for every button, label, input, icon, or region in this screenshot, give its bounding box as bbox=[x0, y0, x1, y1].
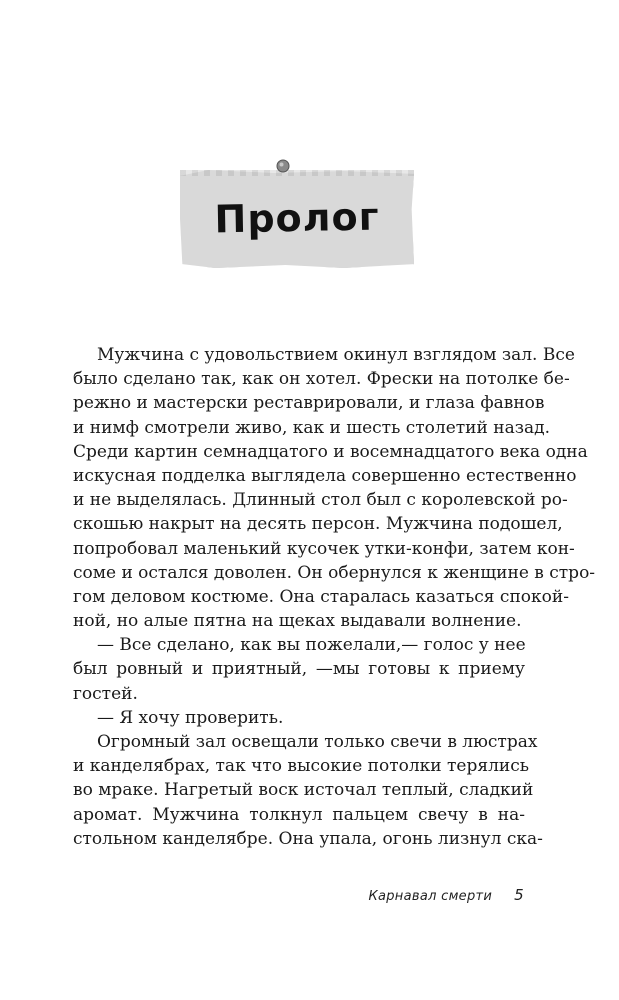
text-line: — Все сделано, как вы пожелали,— голос у нее bbox=[97, 635, 526, 656]
text-line: искусная подделка выглядела совершенно естественно bbox=[73, 465, 577, 486]
running-footer bbox=[0, 886, 524, 910]
text-line: гом деловом костюме. Она старалась казаться спокой- bbox=[73, 586, 569, 607]
text-line: стольном канделябре. Она упала, огонь лизнул ска- bbox=[73, 828, 543, 849]
text-line: и не выделялась. Длинный стол был с королевской ро- bbox=[73, 490, 568, 511]
text-line: был ровный и приятный, —мы готовы к приему bbox=[73, 659, 525, 680]
pushpin-icon bbox=[275, 158, 291, 174]
text-line: было сделано так, как он хотел. Фрески на потолке бе- bbox=[73, 369, 570, 390]
text-line: гостей. bbox=[73, 683, 138, 704]
body-text bbox=[73, 343, 596, 851]
text-line: аромат. Мужчина толкнул пальцем свечу в на- bbox=[73, 804, 525, 825]
text-line: Огромный зал освещали только свечи в люстрах bbox=[97, 732, 538, 752]
chapter-title: Пролог bbox=[214, 194, 380, 242]
footer-book-title: Карнавал смерти bbox=[368, 889, 493, 904]
text-line: — Я хочу проверить. bbox=[97, 707, 284, 728]
text-line: во мраке. Нагретый воск источал теплый, сладкий bbox=[73, 780, 534, 801]
text-line: попробовал маленький кусочек утки-конфи, затем кон- bbox=[73, 538, 575, 559]
text-line: и канделябрах, так что высокие потолки терялись bbox=[73, 756, 529, 777]
text-line: режно и мастерски реставрировали, и глаза фавнов bbox=[73, 393, 545, 414]
text-line: соме и остался доволен. Он обернулся к женщине в стро- bbox=[73, 562, 596, 583]
chapter-title-card bbox=[172, 150, 434, 285]
text-line: Среди картин семнадцатого и восемнадцатого века одна bbox=[73, 441, 588, 462]
text-line: ной, но алые пятна на щеках выдавали волнение. bbox=[73, 611, 522, 632]
text-line: скошью накрыт на десять персон. Мужчина подошел, bbox=[73, 514, 563, 535]
text-line: и нимф смотрели живо, как и шесть столетий назад. bbox=[73, 417, 550, 438]
note-paper-edge bbox=[180, 170, 414, 176]
text-line: Мужчина с удовольствием окинул взглядом зал. Все bbox=[97, 345, 575, 365]
page-number: 5 bbox=[514, 886, 524, 904]
